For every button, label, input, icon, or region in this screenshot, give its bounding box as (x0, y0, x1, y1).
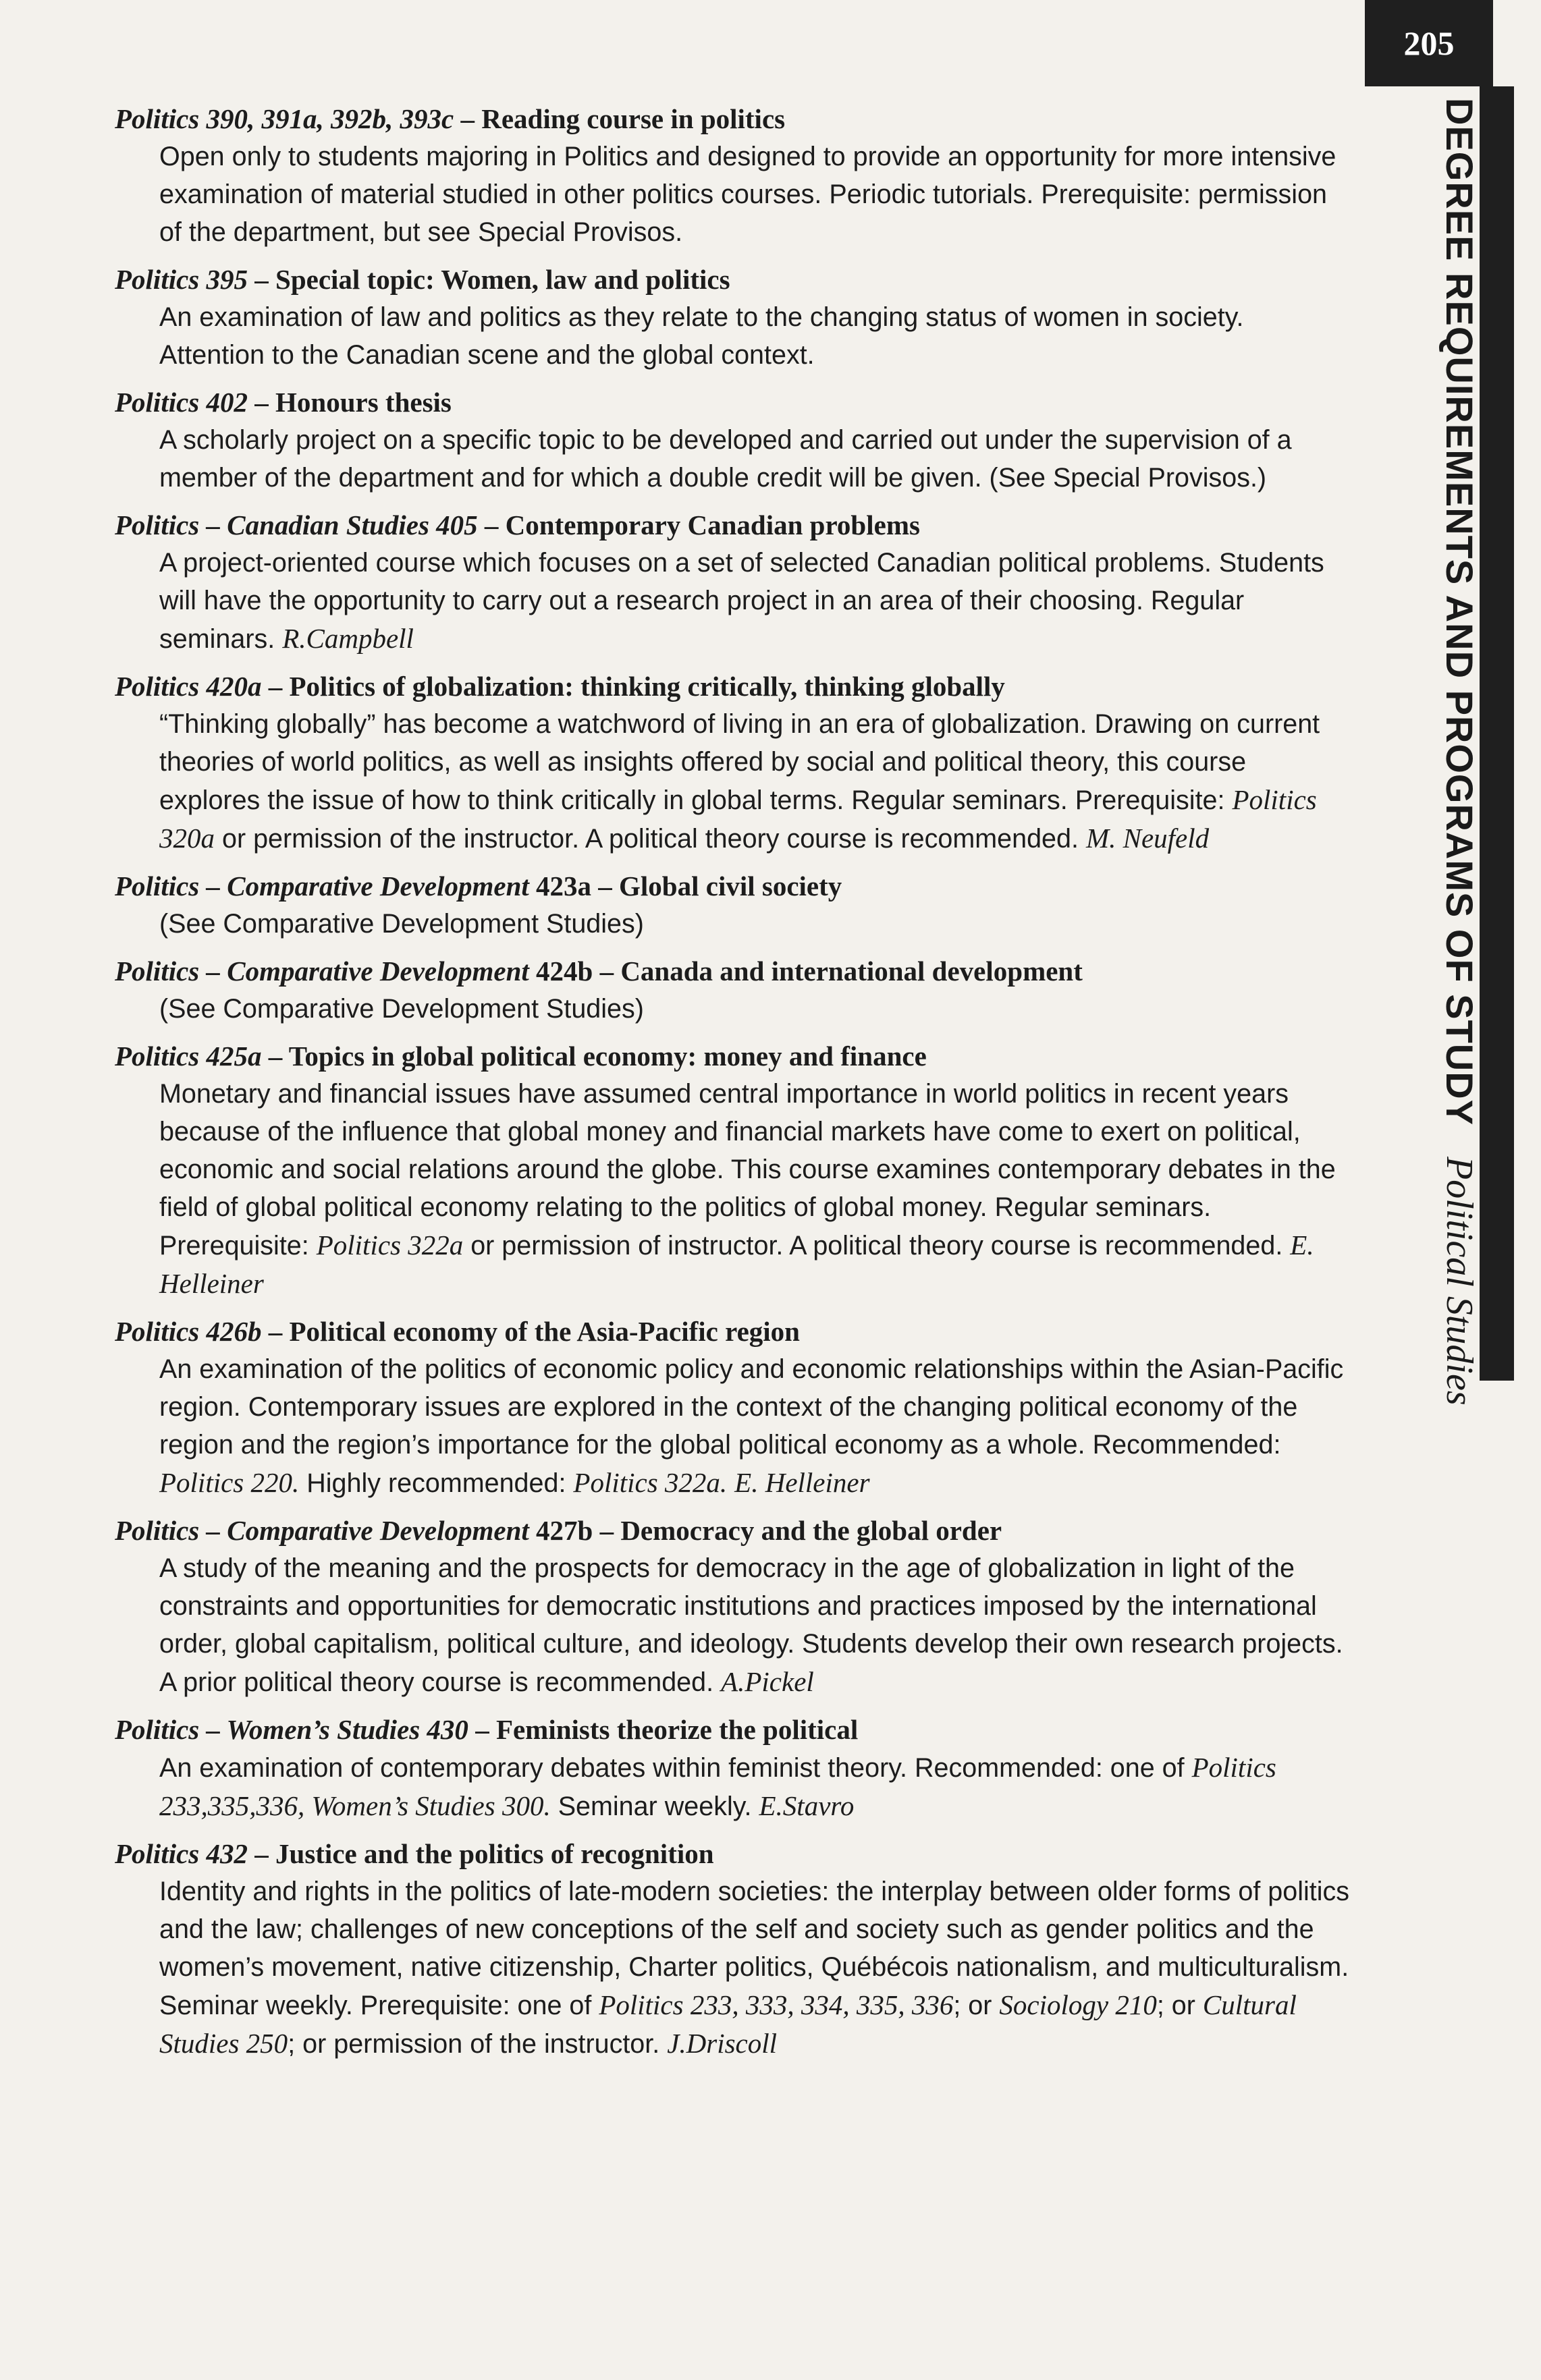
course-description (159, 1549, 1350, 1701)
description-text: ; or (953, 1991, 1000, 2020)
description-emphasis: E.Stavro (759, 1790, 855, 1821)
course-code: Politics – Canadian Studies 405 (115, 509, 478, 541)
course-entry (115, 667, 1350, 858)
course-heading (115, 1835, 1350, 1873)
course-entry (115, 383, 1350, 497)
course-description (159, 421, 1350, 497)
description-emphasis: A.Pickel (721, 1666, 814, 1697)
course-code: Politics – Comparative Development (115, 956, 529, 987)
course-separator: 424b – (529, 956, 621, 987)
course-code: Politics 390, 391a, 392b, 393c (115, 103, 454, 134)
course-description (159, 990, 1350, 1028)
course-title: Reading course in politics (481, 103, 786, 134)
course-title: Justice and the politics of recognition (275, 1838, 714, 1869)
course-code: Politics 432 (115, 1838, 248, 1869)
course-title: Contemporary Canadian problems (505, 509, 920, 541)
course-description (159, 544, 1350, 658)
description-emphasis: J.Driscoll (667, 2028, 778, 2059)
course-code: Politics 425a (115, 1041, 262, 1072)
course-heading (115, 1037, 1350, 1075)
course-entry (115, 867, 1350, 943)
description-emphasis: Politics 220. (159, 1467, 300, 1498)
description-text: An examination of contemporary debates within feminist theory. Recommended: one of (159, 1753, 1192, 1783)
course-separator: – (261, 1041, 289, 1072)
course-separator: 427b – (529, 1515, 621, 1546)
description-text: (See Comparative Development Studies) (159, 994, 644, 1024)
course-description (159, 1873, 1350, 2063)
course-entry (115, 260, 1350, 374)
description-text: Seminar weekly. (550, 1792, 759, 1821)
course-entry (115, 1312, 1350, 1502)
course-description (159, 138, 1350, 251)
course-title: Global civil society (619, 870, 842, 902)
course-title: Political economy of the Asia-Pacific region (289, 1316, 800, 1347)
course-separator: – (261, 1316, 290, 1347)
course-separator: – (248, 1838, 276, 1869)
description-text: Monetary and financial issues have assumed central importance in world politics in recent years because of the influence that global money and financial markets have come to exert on political, economic and social relations around the globe. This course examines contemporary debates in the field of global political economy relating to the politics of global money. Regular seminars. Prerequisite: (159, 1079, 1336, 1261)
course-code: Politics 420a (115, 671, 262, 702)
course-code: Politics – Comparative Development (115, 870, 529, 902)
course-separator: – (248, 387, 276, 418)
section-subheading: Political Studies (1438, 1156, 1480, 1406)
description-emphasis: Politics 233,335,336, Women’s Studies 300. (159, 1752, 1276, 1821)
description-text: A study of the meaning and the prospects for democracy in the age of globalization in light of the constraints and opportunities for democratic institutions and practices imposed by the international order, global capitalism, political culture, and ideology. Students develop their own research projects. A prior political theory course is recommended. (159, 1553, 1343, 1697)
course-heading (115, 1512, 1350, 1549)
course-heading (115, 1711, 1350, 1748)
course-heading (115, 100, 1350, 138)
description-emphasis: Politics 322a (316, 1229, 464, 1261)
course-separator: 423a – (529, 870, 620, 902)
description-text: A project-oriented course which focuses on a set of selected Canadian political problems. Students will have the opportunity to carry out a research project in an area of their choosing. Regular seminars. (159, 548, 1324, 654)
description-emphasis: Sociology 210 (999, 1989, 1157, 2020)
description-text: Highly recommended: (299, 1468, 574, 1498)
course-title: Canada and international development (620, 956, 1083, 987)
course-code: Politics 395 (115, 264, 248, 295)
description-text: (See Comparative Development Studies) (159, 909, 644, 939)
course-code: Politics 426b (115, 1316, 262, 1347)
description-emphasis: Politics 320a (159, 784, 1317, 854)
course-heading (115, 383, 1350, 421)
course-title: Honours thesis (275, 387, 452, 418)
course-title: Topics in global political economy: money and finance (288, 1041, 927, 1072)
course-entry (115, 1037, 1350, 1303)
course-description (159, 1075, 1350, 1303)
course-heading (115, 952, 1350, 990)
description-text: A scholarly project on a specific topic to be developed and carried out under the supervision of a member of the department and for which a double credit will be given. (See Special Provisos.) (159, 425, 1292, 493)
description-text (727, 1468, 734, 1498)
course-separator: – (454, 103, 482, 134)
description-text: An examination of law and politics as they relate to the changing status of women in society. Attention to the Canadian scene and the global context. (159, 302, 1244, 370)
course-separator: – (477, 509, 506, 541)
course-code: Politics – Comparative Development (115, 1515, 529, 1546)
course-entry (115, 952, 1350, 1028)
description-emphasis: Cultural Studies 250 (159, 1989, 1297, 2059)
description-text: Identity and rights in the politics of late-modern societies: the interplay between older forms of politics and the law; challenges of new conceptions of the self and society such as gender politics and the women’s movement, native citizenship, Charter politics, Québécois nationalism, and multiculturalism. Seminar weekly. Prerequisite: one of (159, 1877, 1350, 2020)
description-emphasis: Politics 322a. (573, 1467, 728, 1498)
course-description (159, 1350, 1350, 1502)
course-title: Feminists theorize the political (495, 1714, 859, 1745)
description-emphasis: E. Helleiner (734, 1467, 870, 1498)
course-entry (115, 100, 1350, 251)
description-text: or permission of the instructor. A political theory course is recommended. (215, 824, 1086, 854)
description-emphasis: M. Neufeld (1085, 823, 1210, 854)
course-list (115, 100, 1350, 2072)
page-number: 205 (1365, 0, 1493, 86)
description-text: ; or (1156, 1991, 1203, 2020)
section-tab (1438, 98, 1482, 1405)
course-description (159, 1748, 1350, 1825)
description-emphasis: E. Helleiner (159, 1229, 1314, 1299)
course-entry (115, 1711, 1350, 1825)
course-code: Politics 402 (115, 387, 248, 418)
course-description (159, 705, 1350, 858)
description-text: Open only to students majoring in Politics and designed to provide an opportunity for more intensive examination of material studied in other politics courses. Periodic tutorials. Prerequisite: permission of the department, but see Special Provisos. (159, 142, 1336, 247)
course-separator: – (261, 671, 290, 702)
description-text: “Thinking globally” has become a watchword of living in an era of globalization. Drawing on current theories of world politics, as well as insights offered by social and political theory, this course explores the issue of how to think critically in global terms. Regular seminars. Prerequisite: (159, 709, 1320, 815)
course-heading (115, 667, 1350, 705)
course-description (159, 905, 1350, 943)
course-title: Politics of globalization: thinking critically, thinking globally (289, 671, 1005, 702)
course-description (159, 298, 1350, 374)
course-entry (115, 1835, 1350, 2063)
course-title: Special topic: Women, law and politics (275, 264, 730, 295)
section-heading: DEGREE REQUIREMENTS AND PROGRAMS OF STUDY (1438, 98, 1481, 1126)
description-text: or permission of instructor. A political theory course is recommended. (463, 1231, 1291, 1261)
course-heading (115, 867, 1350, 905)
course-title: Democracy and the global order (620, 1515, 1002, 1546)
course-heading (115, 260, 1350, 298)
course-entry (115, 1512, 1350, 1701)
course-entry (115, 506, 1350, 658)
course-separator: – (468, 1714, 496, 1745)
description-text: ; or permission of the instructor. (288, 2029, 668, 2059)
description-text: An examination of the politics of economic policy and economic relationships within the Asian-Pacific region. Contemporary issues are explored in the context of the changing political economy of the region and the region’s importance for the global political economy as a whole. Recommended: (159, 1354, 1344, 1460)
course-code: Politics – Women’s Studies 430 (115, 1714, 468, 1745)
description-emphasis: R.Campbell (282, 623, 414, 654)
section-tab-bar (1480, 86, 1514, 1381)
course-separator: – (248, 264, 276, 295)
course-heading (115, 506, 1350, 544)
course-heading (115, 1312, 1350, 1350)
description-emphasis: Politics 233, 333, 334, 335, 336 (599, 1989, 954, 2020)
